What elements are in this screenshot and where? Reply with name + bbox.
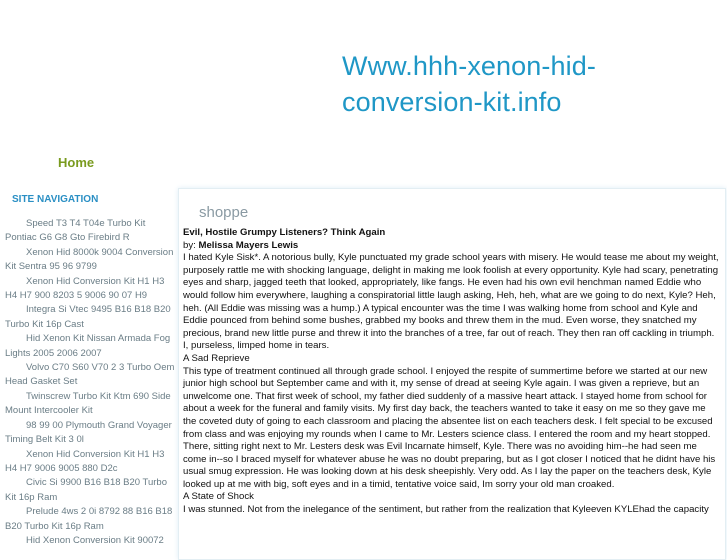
nav-link[interactable]: Twinscrew Turbo Kit Ktm 690 Side Mount Intercooler Kit — [5, 390, 171, 417]
nav-item[interactable] — [5, 476, 175, 505]
article-paragraph: I hated Kyle Sisk*. A notorious bully, Kyle punctuated my grade school years with misery. He would tease me about my weight, purposely rattle me with shocking language, delight in making me look foolish at every opportunity. Kyle had scary, penetrating eyes and sharp, jagged teeth that looked, appropriately, like fangs. He even had his own evil henchman named Eddie who would follow him everywhere, laughing a conspiratorial little laugh asking, Heh, heh, what are we going to do next, Kyle? Heh, heh. (All Eddie was missing was a hump.) A typical encounter was the time I was walking home from school and Kyle and Eddie pounced from behind some bushes, grabbed my books and threw them in the mud. Even worse, they snatched my precious, brand new little purse and threw it into the branches of a tree, far out of reach. They then ran off cackling in triumph. I, purseless, limped home in tears. — [183, 252, 719, 352]
nav-item[interactable] — [5, 246, 175, 275]
article-subheading: A State of Shock — [183, 491, 254, 503]
article-paragraph: This type of treatment continued all through grade school. I enjoyed the respite of summertime before we started at our new junior high school but September came and with it, my sense of dread at seeing Kyle again. I was given a reprieve, but an unwelcome one. That first week of school, my father died suddenly of a massive heart attack. I stayed home from school for about a week for the funeral and family visits. My first day back, the teachers wanted to take it easy on me so they gave me the coveted duty of going to each classroom and placing the absentee list on each teachers desk. I felt special to be excused from class and was enjoying my rounds when I came to Mr. Lesters science class. I entered the room and my heart stopped. There, sitting right next to Mr. Lesters desk was Evil Incarnate himself, Kyle. There was no avoiding him--he had seen me come in--so I braced myself for whatever abuse he was no doubt preparing, but as I got closer I noticed that he didnt have his usual smug expression. He was looking down at his desk sheepishly. Very odd. As I lay the paper on the teachers desk, Kyle looked up at me with big, soft eyes and in a timid, tentative voice said, Im sorry your old man croaked. — [183, 365, 716, 490]
site-navigation-heading: SITE NAVIGATION — [12, 194, 99, 205]
nav-link[interactable]: Volvo C70 S60 V70 2 3 Turbo Oem Head Gasket Set — [5, 362, 175, 388]
nav-link[interactable]: Hid Xenon Kit Nissan Armada Fog Lights 2005 2006 2007 — [5, 333, 171, 359]
nav-item[interactable] — [5, 361, 175, 390]
nav-item[interactable] — [5, 534, 175, 548]
nav-link[interactable]: Civic Si 9900 B16 B18 B20 Turbo Kit 16p Ram — [5, 477, 168, 503]
article-body — [183, 227, 721, 517]
article-paragraph: I was stunned. Not from the inelegance of the sentiment, but rather from the realization that Kyleeven KYLEhad the capacity — [183, 504, 709, 516]
byline-prefix: by: — [183, 239, 199, 251]
nav-item[interactable] — [5, 448, 175, 477]
nav-item[interactable] — [5, 303, 175, 332]
nav-item[interactable] — [5, 332, 175, 361]
nav-link[interactable]: Speed T3 T4 T04e Turbo Kit Pontiac G6 G8 Gto Firebird R — [5, 218, 146, 244]
nav-link[interactable]: Xenon Hid Conversion Kit H1 H3 H4 H7 900 8203 5 9006 90 07 H9 — [5, 275, 165, 302]
nav-item[interactable] — [5, 505, 175, 534]
byline — [183, 240, 721, 253]
nav-link[interactable]: Xenon Hid 8000k 9004 Conversion Kit Sentra 95 96 9799 — [5, 246, 174, 273]
author-name: Melissa Mayers Lewis — [198, 239, 299, 251]
nav-link[interactable]: Hid Xenon Conversion Kit 90072 — [26, 534, 164, 546]
site-title: Www.hhh-xenon-hid-conversion-kit.info — [342, 51, 596, 117]
home-link[interactable]: Home — [58, 155, 95, 170]
section-title: shoppe — [199, 204, 249, 221]
nav-item[interactable] — [5, 217, 175, 246]
article-subheading: A Sad Reprieve — [183, 352, 250, 364]
nav-link[interactable]: Xenon Hid Conversion Kit H1 H3 H4 H7 9006 9005 880 D2c — [5, 448, 165, 474]
nav-item[interactable] — [5, 390, 175, 419]
article-title: Evil, Hostile Grumpy Listeners? Think Again — [183, 227, 386, 238]
site-navigation-list — [5, 217, 175, 548]
nav-link[interactable]: Integra Si Vtec 9495 B16 B18 B20 Turbo Kit 16p Cast — [5, 304, 171, 330]
nav-link[interactable]: 98 99 00 Plymouth Grand Voyager Timing Belt Kit 3 0l — [5, 419, 172, 446]
nav-item[interactable] — [5, 419, 175, 448]
nav-item[interactable] — [5, 275, 175, 304]
nav-link[interactable]: Prelude 4ws 2 0i 8792 88 B16 B18 B20 Turbo Kit 16p Ram — [5, 506, 173, 532]
